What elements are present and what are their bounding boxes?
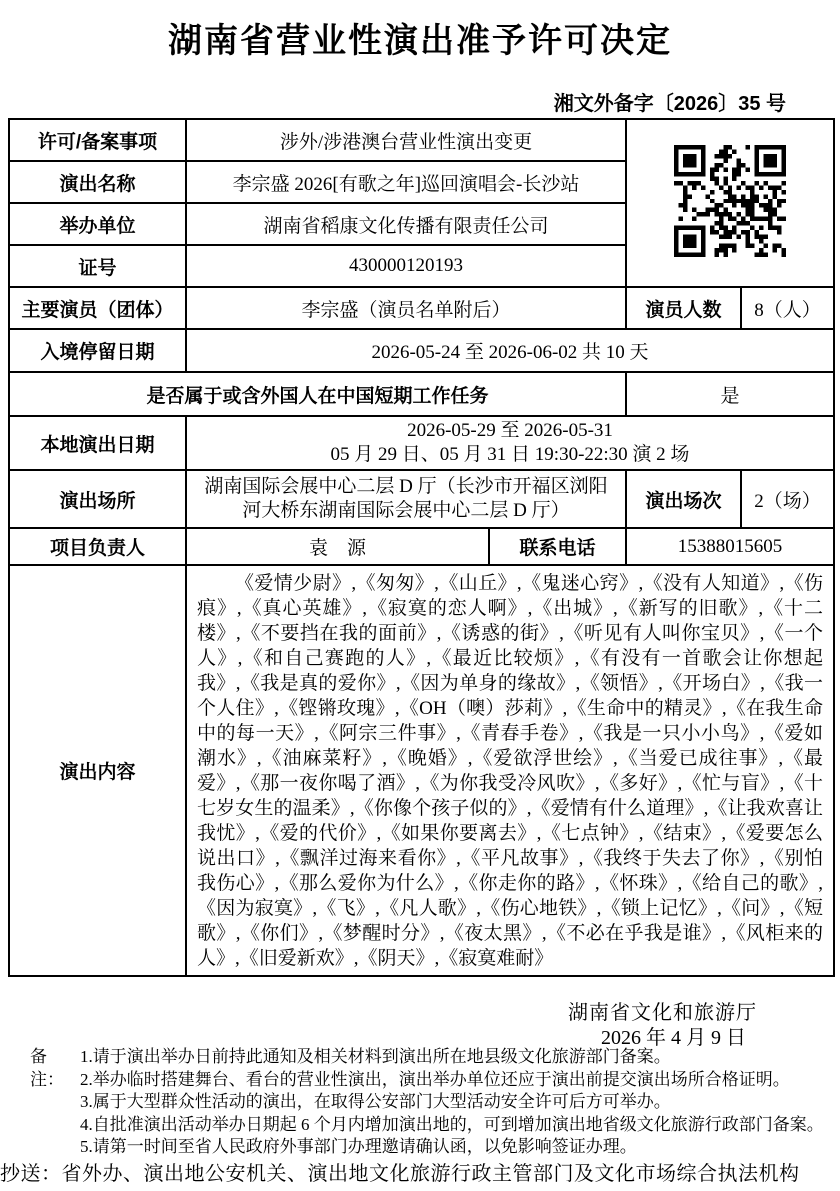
- qr-code-icon: [674, 145, 786, 257]
- main-performers-value: 李宗盛（演员名单附后）: [186, 287, 626, 329]
- sessions-value: 2（场）: [741, 470, 834, 528]
- note-item-3: 3.属于大型群众性活动的演出，在取得公安部门大型活动安全许可后方可举办。: [80, 1092, 671, 1111]
- table-row: [9, 565, 834, 976]
- note-item-4: 4.自批准演出活动举办日期起 6 个月内增加演出地的，可到增加演出地省级文化旅游行政部门备案。: [80, 1114, 824, 1134]
- performance-name-value: 李宗盛 2026[有歌之年]巡回演唱会-长沙站: [186, 161, 626, 203]
- organizer-value: 湖南省稻康文化传播有限责任公司: [186, 203, 626, 245]
- table-row: [9, 287, 834, 329]
- local-dates-label: 本地演出日期: [9, 416, 186, 470]
- table-row: [9, 470, 834, 528]
- local-dates-line2: 05 月 29 日、05 月 31 日 19:30-22:30 演 2 场: [330, 444, 690, 465]
- phone-value: 15388015605: [626, 528, 834, 565]
- foreign-work-label: 是否属于或含外国人在中国短期工作任务: [9, 372, 626, 416]
- document-number: 湘文外备字〔2026〕35 号: [553, 93, 786, 115]
- project-manager-value: 袁 源: [186, 528, 489, 565]
- organizer-label: 举办单位: [9, 203, 186, 245]
- cc-label: 抄送：: [0, 1163, 62, 1185]
- note-item-1: 1.请于演出举办日前持此通知及相关材料到演出所在地县级文化旅游部门备案。: [80, 1047, 671, 1066]
- notes-label: 备注：: [30, 1047, 64, 1089]
- cc-text: 省外办、演出地公安机关、演出地文化旅游行政主管部门及文化市场综合执法机构: [61, 1163, 800, 1185]
- permit-item-value: 涉外/涉港澳台营业性演出变更: [186, 119, 626, 161]
- performer-count-label: 演员人数: [626, 287, 741, 329]
- performance-content-label: 演出内容: [9, 565, 186, 976]
- venue-value: 湖南国际会展中心二层 D 厅（长沙市开福区浏阳河大桥东湖南国际会展中心二层 D 厅）: [186, 470, 626, 528]
- venue-label: 演出场所: [9, 470, 186, 528]
- local-dates-value: [186, 416, 834, 470]
- entry-stay-value: 2026-05-24 至 2026-06-02 共 10 天: [186, 329, 834, 372]
- notes-list: [80, 1046, 836, 1159]
- table-row: [9, 119, 834, 161]
- note-item-5: 5.请第一时间至省人民政府外事部门办理邀请确认函，以免影响签证办理。: [80, 1137, 637, 1156]
- issuer-name: 湖南省文化和旅游厅: [568, 1002, 757, 1024]
- performance-content-value: 《爱情少尉》,《匆匆》,《山丘》,《鬼迷心窍》,《没有人知道》,《伤痕》,《真心英雄》,《寂寞的恋人啊》,《出城》,《新写的旧歌》,《十二楼》,《不要挡在我的面前》,《诱惑的街》,《听见有人叫你宝贝》,《一个人》,《和自己赛跑的人》,《最近比较烦》,《有没有一首歌会让你想起我》,《我是真的爱你》,《因为单身的缘故》,《领悟》,《开场白》,《我一个人住》,《铿锵玫瑰》,《OH（噢）莎莉》,《生命中的精灵》,《在我生命中的每一天》,《阿宗三件事》,《青春手卷》,《我是一只小小鸟》,《爱如潮水》,《油麻菜籽》,《晚婚》,《爱欲浮世绘》,《当爱已成往事》,《最爱》,《那一夜你喝了酒》,《为你我受冷风吹》,《多好》,《忙与盲》,《十七岁女生的温柔》,《你像个孩子似的》,《爱情有什么道理》,《让我欢喜让我忧》,《爱的代价》,《如果你要离去》,《七点钟》,《结束》,《爱要怎么说出口》,《飘洋过海来看你》,《平凡故事》,《我终于失去了你》,《别怕我伤心》,《那么爱你为什么》,《你走你的路》,《怀珠》,《给自己的歌》,《因为寂寞》,《飞》,《凡人歌》,《伤心地铁》,《锁上记忆》,《问》,《短歌》,《你们》,《梦醒时分》,《夜太黑》,《不必在乎我是谁》,《风柜来的人》,《旧爱新欢》,《阴天》,《寂寞难耐》: [197, 573, 823, 969]
- table-row: [9, 329, 834, 372]
- cert-number-label: 证号: [9, 245, 186, 287]
- performance-name-label: 演出名称: [9, 161, 186, 203]
- cert-number-value: 430000120193: [186, 245, 626, 287]
- table-row: [9, 528, 834, 565]
- entry-stay-label: 入境停留日期: [9, 329, 186, 372]
- notes-section: [30, 1046, 836, 1159]
- table-row: [9, 372, 834, 416]
- permit-table: [8, 118, 835, 977]
- main-performers-label: 主要演员（团体）: [9, 287, 186, 329]
- project-manager-label: 项目负责人: [9, 528, 186, 565]
- qr-cell: [626, 119, 834, 287]
- note-item-2: 2.举办临时搭建舞台、看台的营业性演出，演出举办单位还应于演出前提交演出场所合格证明。: [80, 1069, 790, 1089]
- table-row: [9, 416, 834, 470]
- phone-label: 联系电话: [489, 528, 626, 565]
- issue-date: 2026 年 4 月 9 日: [601, 1027, 746, 1049]
- local-dates-line1: 2026-05-29 至 2026-05-31: [407, 420, 613, 441]
- performer-count-value: 8（人）: [741, 287, 834, 329]
- sessions-label: 演出场次: [626, 470, 741, 528]
- page-title: 湖南省营业性演出准予许可决定: [168, 23, 672, 60]
- performance-content-cell: [186, 565, 834, 976]
- foreign-work-value: 是: [626, 372, 834, 416]
- permit-item-label: 许可/备案事项: [9, 119, 186, 161]
- cc-line: [0, 1157, 840, 1186]
